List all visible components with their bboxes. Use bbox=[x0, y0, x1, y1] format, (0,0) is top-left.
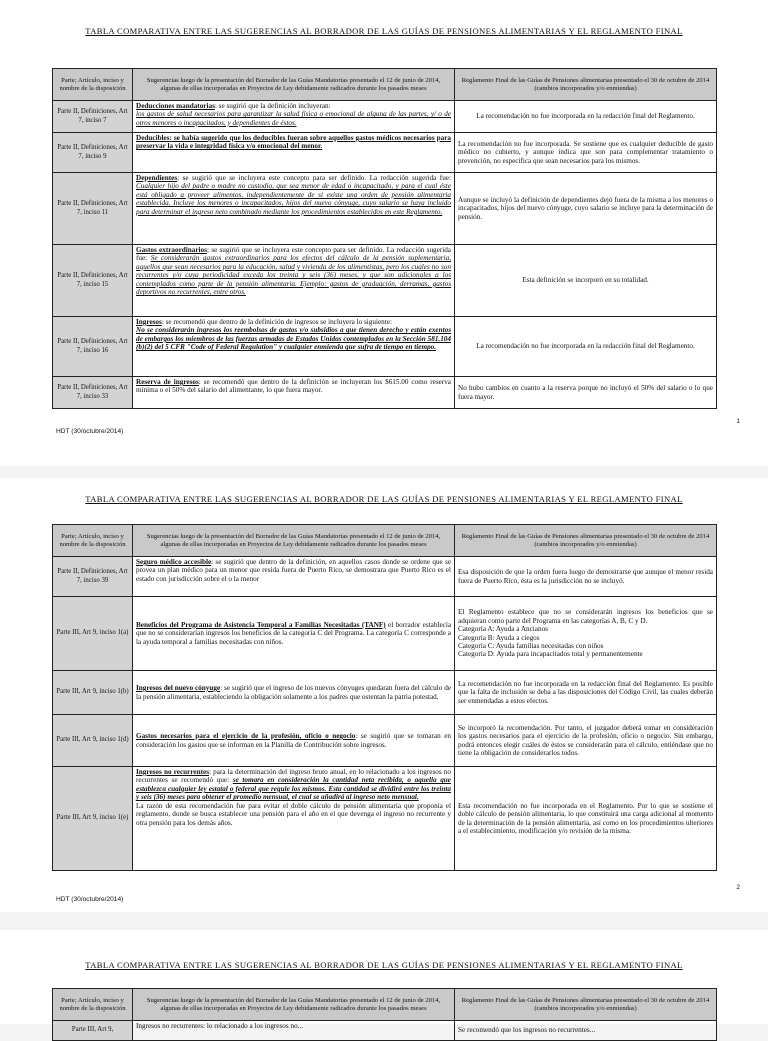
final-cell: Esa disposición de que la orden fuera luego de demostrarse que aunque el menor resida fuera de Puerto Rico, ésta es la jurisdicción no se incluyó. bbox=[455, 557, 717, 597]
provision-cell: Parte III, Art 9, bbox=[53, 1021, 133, 1041]
footer-date: HDT (30/octubre/2014) bbox=[56, 428, 124, 435]
footer-date: HDT (30/octubre/2014) bbox=[56, 896, 124, 903]
table-row bbox=[53, 597, 717, 671]
page-number: 1 bbox=[736, 418, 740, 425]
list-item: Categoría D: Ayuda para incapacitados total y permanentemente bbox=[458, 650, 643, 659]
provision-cell: Parte II, Definiciones, Art 7, inciso 15 bbox=[53, 245, 133, 317]
suggestion-cell: Gastos extraordinarios; se sugirió que se incluyera este concepto para ser definido. La redacción sugerida fue: Se considerarán gastos extraordinarios para los efectos del cálculo de la pensión suplementaria, aquellos que sean necesarios para la educación, salud y vivienda de los alimentistas, pero los cuales no son recurrentes y/o cuya periodicidad exceda los treinta y seis (36) meses, y que son adicionales a los contemplados como parte de la pensión alimentaria. Ejemplo: gastos de graduación, derramas, gastos deportivos no recurrentes, entre otros. bbox=[133, 245, 455, 317]
document-page-2 bbox=[0, 478, 768, 912]
final-cell: No hubo cambios en cuanto a la reserva porque no incluyó el 50% del salario o lo que fuera mayor. bbox=[455, 377, 717, 409]
final-cell: El Reglamento establece que no se considerarán ingresos los beneficios que se adquieran como parte del Programa en las categorías A, B, C y D. Categoría A: Ayuda a Ancianos Categoría B: Ayuda a ciegos Categoría C: Ayuda familias necesitadas con niños Categoría D: Ayuda para incapacitados total y permanentemente bbox=[455, 597, 717, 671]
table-header-row bbox=[53, 69, 717, 101]
table-row bbox=[53, 557, 717, 597]
suggestion-cell: Seguro médico accesible: se sugirió que dentro de la definición, en aquellos casos donde se ordene que se provea un plan médico para un menor que resida fuera de Puerto Rico, se demostrara que Puerto Rico es el estado con jurisdicción sobre el o la menor bbox=[133, 557, 455, 597]
suggestion-cell: Gastos necesarios para el ejercicio de la profesión, oficio o negocio: se sugirió que se tomaran en consideración los gastos que se informan en la Planilla de Contribución sobre ingresos. bbox=[133, 715, 455, 767]
table-row bbox=[53, 133, 717, 173]
header-provision: Parte; Artículo, inciso y nombre de la disposición bbox=[53, 69, 133, 101]
final-cell: La recomendación no fue incorporada en la redacción final del Reglamento. Es posible que la falta de inclusión se deba a las disposiciones del Código Civil, las cuales deberán ser enmendadas a estos efectos. bbox=[455, 671, 717, 715]
suggestion-cell: Deducibles: se había sugerido que los deducibles fueran sobre aquellos gastos médicos necesarios para preservar la vida e integridad física y/o emocional del menor. bbox=[133, 133, 455, 173]
document-page-1 bbox=[0, 0, 768, 466]
provision-cell: Parte II, Definiciones, Art 7, inciso 11 bbox=[53, 173, 133, 245]
list-item: Categoría C: Ayuda familias necesitadas con niños bbox=[458, 641, 604, 650]
provision-cell: Parte II, Definiciones, Art 7, inciso 9 bbox=[53, 133, 133, 173]
header-provision: Parte; Artículo, inciso y nombre de la disposición bbox=[53, 989, 133, 1021]
provision-cell: Parte III, Art 9, inciso 1(b) bbox=[53, 671, 133, 715]
table-row bbox=[53, 671, 717, 715]
table-header-row bbox=[53, 525, 717, 557]
page-number: 2 bbox=[736, 884, 740, 891]
page-title: TABLA COMPARATIVA ENTRE LAS SUGERENCIAS AL BORRADOR DE LAS GUÍAS DE PENSIONES ALIMENTARIAS Y EL REGLAMENTO FINAL bbox=[85, 26, 683, 36]
provision-cell: Parte II, Definiciones, Art 7, inciso 33 bbox=[53, 377, 133, 409]
final-cell: Esta definición se incorporó en su totalidad. bbox=[455, 245, 717, 317]
final-cell: Se recomendó que los ingresos no recurrentes... bbox=[455, 1021, 717, 1041]
table-row bbox=[53, 715, 717, 767]
final-cell: Aunque se incluyó la definición de dependientes dejó fuera de la misma a los menores o incapacitados, hijos del nuevo cónyuge, cuyo salario se incluye para la determinación de pensión. bbox=[455, 173, 717, 245]
comparison-table bbox=[52, 988, 717, 1041]
suggestion-cell: Beneficios del Programa de Asistencia Temporal a Familias Necesitadas (TANF) el borrador establecía que no se considerarían ingresos los beneficios de la categoría C del Programa. La categoría C corresponde a la ayuda temporal a familias necesitadas con niños. bbox=[133, 597, 455, 671]
category-list bbox=[458, 625, 713, 659]
suggestion-cell: Ingresos no recurrentes: para la determinación del ingreso bruto anual, en lo relacionado a los ingresos no recurrentes se recomendó que: se tomara en consideración la cantidad neta recibida, o aquella que establezca cualquier ley estatal o federal que regule los mismos. Esta cantidad se dividirá entre los treinta y seis (36) meses para obtener el promedio mensual, el cual se añadirá al ingreso neto mensual. La razón de esta recomendación fue para evitar el doble cálculo de pensión alimentaria que proponía el reglamento, donde se busca establecer una pensión para el año en el que devenga el ingreso no recurrente y otra pensión para los demás años. bbox=[133, 767, 455, 871]
final-cell: La recomendación no fue incorporada en la redacción final del Reglamento. bbox=[455, 317, 717, 377]
comparison-table bbox=[52, 524, 717, 871]
provision-cell: Parte II, Definiciones, Art 7, inciso 39 bbox=[53, 557, 133, 597]
suggestion-cell: Dependientes; se sugirió que se incluyera este concepto para ser definido. La redacción sugerida fue: Cualquier hijo del padre o madre no custodio, que sea menor de edad o incapacitado, y para el cual éste está obligado a proveer alimentos, independientemente de si existe una orden de pensión alimentaria establecida. Incluye los menores o incapacitados, hijos del nuevo cónyuge, cuyo salario se haya incluido para determinar el ingreso neto combinado mediante los procedimientos establecidos en este Reglamento. bbox=[133, 173, 455, 245]
list-item: Categoría B: Ayuda a ciegos bbox=[458, 633, 540, 642]
header-final-regulation: Reglamento Final de las Guías de Pensiones alimentarias presentado el 30 de octubre de 2014 (cambios incorporados y/o enmiendas) bbox=[455, 69, 717, 101]
header-final-regulation: Reglamento Final de las Guías de Pensiones alimentarias presentado el 30 de octubre de 2014 (cambios incorporados y/o enmiendas) bbox=[455, 989, 717, 1021]
header-final-regulation: Reglamento Final de las Guías de Pensiones alimentarias presentado el 30 de octubre de 2014 (cambios incorporados y/o enmiendas) bbox=[455, 525, 717, 557]
comparison-table bbox=[52, 68, 717, 409]
header-provision: Parte; Artículo, inciso y nombre de la disposición bbox=[53, 525, 133, 557]
final-cell: Se incorporó la recomendación. Por tanto, el juzgador deberá tomar en consideración los gastos necesarios para el ejercicio de la profesión, oficio o negocio. Sin embargo, podrá entonces elegir cuáles de éstos se considerarán para el cálculo, entiéndase que no tiene la obligación de considerarlos todos. bbox=[455, 715, 717, 767]
header-suggestions: Sugerencias luego de la presentación del Borrador de las Guías Mandatorias presentado el 12 de junio de 2014, algunas de ellas incorporadas en Proyectos de Ley debidamente radicados durante los pasados meses bbox=[133, 525, 455, 557]
suggestion-cell: Ingresos: se recomendó que dentro de la definición de ingresos se incluyera lo siguiente: No se considerarán ingresos los reembolsos de gastos y/o subsidios a que tienen derecho y están exentos de embargos los miembros de las fuerzas armadas de Estados Unidos contemplados en la Sección 581.104 (b)(2) del 5 CFR "Code of Federal Regulation" y cualquier enmienda que sufra de tiempo en tiempo. bbox=[133, 317, 455, 377]
table-row bbox=[53, 173, 717, 245]
suggestion-cell: Ingresos no recurrentes: lo relacionado a los ingresos no... bbox=[133, 1021, 455, 1041]
provision-cell: Parte III, Art 9, inciso 1(d) bbox=[53, 715, 133, 767]
header-suggestions: Sugerencias luego de la presentación del Borrador de las Guías Mandatorias presentado el 12 de junio de 2014, algunas de ellas incorporadas en Proyectos de Ley debidamente radicados durante los pasados meses bbox=[133, 69, 455, 101]
table-row bbox=[53, 317, 717, 377]
provision-cell: Parte III, Art 9, inciso 1(a) bbox=[53, 597, 133, 671]
final-cell: Esta recomendación no fue incorporada en el Reglamento. Por lo que se sostiene el doble cálculo de pensión alimentaria, lo que constituirá una carga adicional al momento de la determinación de la pensión alimentaria, así como en los procedimientos ulteriores a el establecimiento, modificación y/o revisión de la misma. bbox=[455, 767, 717, 871]
document-page-3 bbox=[0, 930, 768, 1035]
suggestion-cell: Ingresos del nuevo cónyuge: se sugirió que el ingreso de los nuevos cónyuges quedaran fuera del cálculo de la pensión alimentaria, estableciendo la obligación solamente a los padres que ostentan la patria potestad. bbox=[133, 671, 455, 715]
page-title: TABLA COMPARATIVA ENTRE LAS SUGERENCIAS AL BORRADOR DE LAS GUÍAS DE PENSIONES ALIMENTARIAS Y EL REGLAMENTO FINAL bbox=[85, 960, 683, 970]
table-row bbox=[53, 101, 717, 133]
table-row bbox=[53, 377, 717, 409]
header-suggestions: Sugerencias luego de la presentación del Borrador de las Guías Mandatorias presentado el 12 de junio de 2014, algunas de ellas incorporadas en Proyectos de Ley debidamente radicados durante los pasados meses bbox=[133, 989, 455, 1021]
provision-cell: Parte II, Definiciones, Art 7, inciso 7 bbox=[53, 101, 133, 133]
provision-cell: Parte II, Definiciones, Art 7, inciso 16 bbox=[53, 317, 133, 377]
suggestion-cell: Deducciones mandatorias: se sugirió que la definición incluyeran: los gastos de salud necesarios para garantizar la salud física o emocional de alguna de las partes, y/ o de otros menores o incapacitados, y dependientes de éstos. bbox=[133, 101, 455, 133]
table-header-row bbox=[53, 989, 717, 1021]
suggestion-cell: Reserva de ingresos: se recomendó que dentro de la definición se incluyeran los $615.00 como reserva mínima o el 50% del salario del alimentante, lo que fuera mayor. bbox=[133, 377, 455, 409]
final-cell: La recomendación no fue incorporada en la redacción final del Reglamento. bbox=[455, 101, 717, 133]
table-row bbox=[53, 767, 717, 871]
page-title: TABLA COMPARATIVA ENTRE LAS SUGERENCIAS AL BORRADOR DE LAS GUÍAS DE PENSIONES ALIMENTARIAS Y EL REGLAMENTO FINAL bbox=[85, 494, 683, 504]
provision-cell: Parte III, Art 9, inciso 1(e) bbox=[53, 767, 133, 871]
final-cell: La recomendación no fue incorporada. Se sostiene que es cualquier deducible de gasto médico no cubierto, y aunque indica que son para complementar tratamiento o prevención, no especifica que sean necesarios para los mismos. bbox=[455, 133, 717, 173]
table-row bbox=[53, 245, 717, 317]
list-item: Categoría A: Ayuda a Ancianos bbox=[458, 625, 548, 634]
